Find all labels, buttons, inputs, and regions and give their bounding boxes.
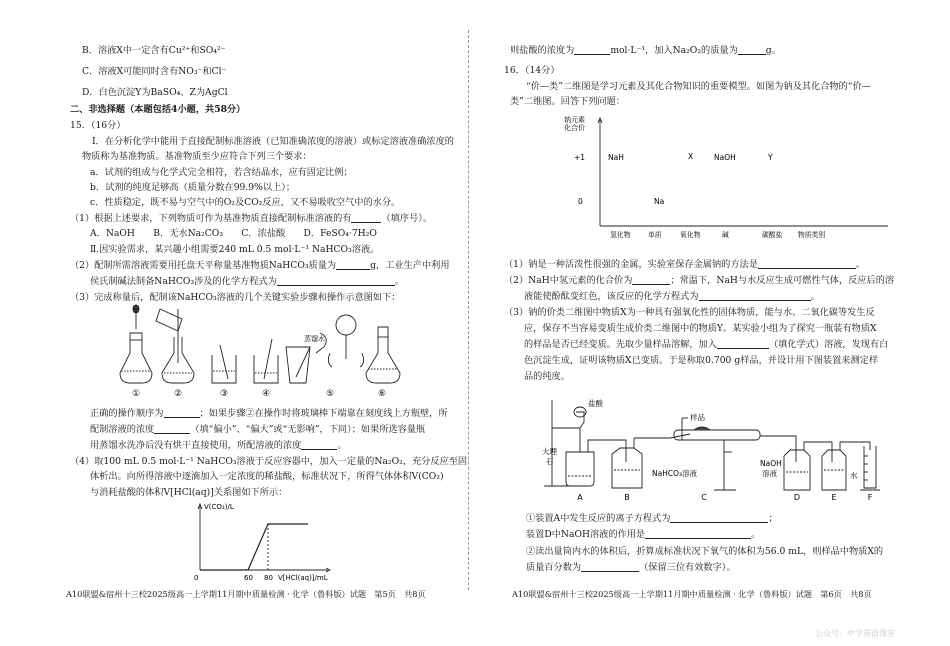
q16-part2-line-1 bbox=[504, 274, 894, 288]
apparatus-e-icon bbox=[822, 450, 846, 490]
section-title: 二、非选择题（本题包括4小题，共58分） bbox=[70, 104, 246, 115]
q16-heading: 16．（14分） bbox=[504, 65, 560, 76]
label-acid: 盐酸 bbox=[588, 399, 603, 408]
q15-part3-intro: （3）完成称量后，配制该NaHCO₃溶液的几个关键实验步骤和操作示意图如下： bbox=[70, 292, 401, 303]
q16-part3-percent-line bbox=[526, 561, 736, 575]
q16-naoh-role-text: 装置D中NaOH溶液的作用是 bbox=[526, 529, 646, 540]
q16-part2-tail: ；常温下，NaH与水反应生成可燃性气体，反应后的溶 bbox=[670, 275, 895, 286]
label-marble-1: 大理 bbox=[542, 447, 557, 456]
final-volumetric-flask-icon bbox=[366, 327, 400, 383]
q15-req-a: a．试剂的组成与化学式完全相符，若含结晶水，应有固定比例； bbox=[90, 167, 353, 178]
answer-blank[interactable] bbox=[336, 260, 370, 270]
apparatus-b-icon bbox=[612, 438, 642, 488]
letter-c: C bbox=[701, 493, 707, 502]
co2-curve bbox=[200, 524, 308, 570]
q16-part3-oxygen-line: ②读出量筒内水的体积后，折算成标准状况下氧气的体积为56.0 mL，则样品中物质X的 bbox=[526, 546, 884, 557]
q16-part1-tail: 。 bbox=[855, 259, 866, 270]
answer-blank[interactable] bbox=[154, 424, 190, 434]
q15-part1 bbox=[70, 212, 432, 226]
point-na: Na bbox=[654, 197, 665, 206]
option-d: D．白色沉淀Y为BaSO₄、Z为AgCl bbox=[82, 87, 228, 98]
graph-xlabel: V[HCl(aq)]/mL bbox=[278, 574, 328, 582]
answer-blank[interactable] bbox=[574, 45, 610, 55]
label-naoh-2: 溶液 bbox=[762, 469, 777, 478]
right-page bbox=[470, 0, 918, 646]
answer-blank[interactable] bbox=[670, 513, 768, 523]
label-marble-2: 石 bbox=[546, 457, 554, 466]
q15-part2b-text: 侯氏制碱法制备NaHCO₃涉及的化学方程式为 bbox=[90, 276, 277, 287]
category-axis-label: 物质类别 bbox=[798, 231, 826, 239]
q16-part3-ionic-eq bbox=[526, 512, 778, 526]
q16-part3-text-2: （填化学式）溶液，发现有白 bbox=[768, 339, 889, 350]
left-page bbox=[0, 0, 468, 646]
q16-part3-line-2: 应，保存不当容易变质生成价类二维图中的物质Y。某实验小组为了探究一瓶装有物质X bbox=[524, 323, 877, 334]
point-naoh: NaOH bbox=[714, 153, 736, 162]
apparatus-f-icon bbox=[860, 446, 880, 490]
letter-f: F bbox=[867, 493, 873, 502]
answer-blank[interactable] bbox=[164, 408, 200, 418]
q16-percent-tail: （保留三位有效数字）。 bbox=[639, 562, 736, 573]
letter-a: A bbox=[577, 493, 583, 502]
q16-part3-line-5: 品的纯度。 bbox=[524, 371, 570, 382]
letter-d: D bbox=[793, 493, 801, 502]
q15-part4-text-2: mol·L⁻¹，加入Na₂O₂的质量为 bbox=[610, 45, 738, 56]
q15-part3-line-3 bbox=[90, 439, 347, 453]
q16-intro-line-2: 类”二维图。回答下列问题： bbox=[510, 96, 625, 107]
q15-part3-text: 正确的操作顺序为 bbox=[90, 408, 164, 419]
q15-part1-tail: （填序号）。 bbox=[381, 213, 433, 224]
category-base: 碱 bbox=[722, 231, 729, 239]
point-x: X bbox=[688, 152, 694, 161]
q15-part2-tail: g，工业生产中利用 bbox=[370, 260, 450, 271]
step-label-3: ③ bbox=[219, 389, 229, 399]
q15-part4-text-1: 则盐酸的浓度为 bbox=[510, 45, 575, 56]
q15-part3-text-4: （填“偏小”、“偏大”或“无影响”，下同）；如果所选容量瓶 bbox=[190, 424, 426, 435]
q15-part2b-tail: 。 bbox=[394, 276, 404, 287]
beaker-transfer-icon bbox=[254, 339, 278, 383]
step-label-4: ④ bbox=[261, 389, 271, 399]
q16-part3-line-4: 色沉淀生成，证明该物质X已变质。于是称取0.700 g样品，并设计用下图装置来测定样 bbox=[524, 355, 879, 366]
q15-part4-line-3: 与消耗盐酸的体积V[HCl(aq)]关系图如下所示： bbox=[90, 487, 288, 498]
label-naoh-1: NaOH bbox=[760, 459, 782, 468]
category-oxide: 氧化物 bbox=[680, 231, 701, 239]
step-label-2: ② bbox=[173, 389, 183, 399]
q15-heading: 15．（16分） bbox=[70, 120, 126, 131]
pour-with-glass-rod-icon bbox=[156, 309, 194, 383]
q16-part3-text-1: 的样品是否已经变质。先取少量样品溶解，加入 bbox=[524, 339, 717, 350]
category-hydride: 氢化物 bbox=[610, 231, 631, 239]
q15-part2-text: （2）配制所需溶液需要用托盘天平称量基准物质NaHCO₃质量为 bbox=[70, 260, 337, 271]
label-sample: 样品 bbox=[690, 413, 705, 422]
answer-blank[interactable] bbox=[699, 291, 811, 301]
letter-b: B bbox=[624, 493, 630, 502]
right-footer: A10联盟&宿州十三校2025级高一上学期11月期中质量检测 · 化学（鲁科版）试题 第6页 共8页 bbox=[512, 589, 872, 599]
flask-inversion-icon bbox=[328, 315, 363, 367]
answer-blank[interactable] bbox=[717, 339, 769, 349]
q16-part2b-text: 液能使酚酞变红色，该反应的化学方程式为 bbox=[524, 291, 699, 302]
q15-part4-line-2: 体析出。向所得溶液中逐滴加入一定浓度的稀盐酸，标准状况下，所得气体体积V(CO₂) bbox=[90, 471, 444, 482]
q15-part1-text: （1）根据上述要求，下列物质可作为基准物质直接配制标准溶液的有 bbox=[70, 213, 352, 224]
q15-part3-text-5: 用蒸馏水洗净后没有烘干直接使用，所配溶液的浓度 bbox=[90, 440, 302, 451]
step-label-1: ① bbox=[131, 389, 141, 399]
diagram-ylabel-1: 钠元素 bbox=[564, 116, 585, 124]
point-nah: NaH bbox=[608, 153, 624, 162]
category-element: 单质 bbox=[648, 231, 662, 239]
q15-intro-line-1: Ⅰ．在分析化学中能用于直接配制标准溶液（已知准确浓度的溶液）或标定溶液准确浓度的 bbox=[92, 136, 454, 147]
q15-req-b: b．试剂的纯度足够高（质量分数在99.9%以上）； bbox=[90, 182, 296, 193]
q16-part2-line-2 bbox=[524, 290, 820, 304]
q15-part2-line-1 bbox=[70, 259, 450, 273]
apparatus-c-icon bbox=[674, 427, 760, 490]
co2-volume-graph bbox=[188, 500, 338, 582]
graph-tick-0: 0 bbox=[194, 574, 199, 582]
graph-tick-60: 60 bbox=[244, 574, 253, 582]
answer-blank[interactable] bbox=[351, 213, 381, 223]
q15-part4-answer-line bbox=[510, 44, 781, 58]
option-c: C．溶液X可能同时含有NO₃⁻和Cl⁻ bbox=[82, 66, 227, 77]
q16-part2-text: （2）NaH中氢元素的化合价为 bbox=[504, 275, 633, 286]
q16-part1 bbox=[504, 258, 865, 272]
apparatus-figure bbox=[540, 392, 900, 504]
q15-req-c: c．性质稳定，既不易与空气中的O₂及CO₂反应，又不易吸收空气中的水分。 bbox=[90, 197, 401, 208]
label-nahco3: NaHCO₃溶液 bbox=[652, 469, 697, 478]
q15-intro-line-2: 物质称为基准物质。基准物质至少应符合下列三个要求： bbox=[82, 151, 312, 162]
apparatus-d-icon bbox=[784, 450, 810, 490]
answer-blank[interactable] bbox=[645, 529, 751, 539]
answer-blank[interactable] bbox=[277, 276, 395, 286]
q16-percent-text: 质量百分数为 bbox=[526, 562, 582, 573]
beaker-stirring-icon bbox=[212, 345, 236, 383]
q15-part2-intro: Ⅱ.因实验需求，某兴趣小组需要240 mL 0.5 mol·L⁻¹ NaHCO₃溶液。 bbox=[90, 244, 380, 255]
left-footer: A10联盟&宿州十三校2025级高一上学期11月期中质量检测 · 化学（鲁科版）试题 第5页 共8页 bbox=[66, 589, 426, 599]
diagram-ytick-0: 0 bbox=[578, 197, 583, 206]
answer-blank[interactable] bbox=[581, 562, 639, 572]
q16-part3-naoh-role bbox=[526, 528, 760, 542]
label-water: 水 bbox=[850, 471, 858, 480]
answer-blank[interactable] bbox=[758, 259, 856, 269]
diagram-ylabel-2: 化合价 bbox=[564, 124, 585, 132]
q15-part4-line-1: （4）取100 mL 0.5 mol·L⁻¹ NaHCO₃溶液于反应容器中，加入一定量的Na₂O₂，充分反应至固 bbox=[70, 456, 468, 467]
q16-part3-line-3 bbox=[524, 338, 888, 352]
q15-part3-text-6: 。 bbox=[337, 440, 347, 451]
q16-intro-line-1: “价—类”二维图是学习元素及其化合物知识的重要模型。如图为钠及其化合物的“价— bbox=[526, 81, 871, 92]
q16-part3-line-1: （3）钠的价类二维图中物质X为一种具有强氧化性的固体物质，能与水、二氧化碳等发生反 bbox=[504, 307, 875, 318]
option-b: B．溶液X中一定含有Cu²⁺和SO₄²⁻ bbox=[82, 45, 226, 56]
step-label-5: ⑤ bbox=[325, 389, 335, 399]
watermark: 公众号：中学英语课堂 bbox=[815, 629, 895, 638]
letter-e: E bbox=[831, 493, 837, 502]
q15-part4-text-3: g。 bbox=[765, 45, 781, 56]
q16-ionic-eq-tail: ； bbox=[768, 513, 778, 524]
answer-blank[interactable] bbox=[632, 275, 670, 285]
apparatus-a-icon bbox=[544, 400, 594, 486]
distilled-water-label: 蒸馏水 bbox=[304, 335, 325, 343]
q15-part1-options: A．NaOH B．无水Na₂CO₃ C．浓盐酸 D．FeSO₄·7H₂O bbox=[90, 228, 377, 239]
q16-part1-text: （1）钠是一种活泼性很强的金属，实验室保存金属钠的方法是 bbox=[504, 259, 758, 270]
q15-part2-line-2 bbox=[90, 275, 404, 289]
q16-naoh-role-tail: 。 bbox=[751, 529, 761, 540]
solution-prep-steps-figure bbox=[110, 303, 410, 399]
category-carbonate: 碳酸盐 bbox=[762, 231, 783, 239]
valence-class-diagram bbox=[562, 108, 892, 240]
answer-blank[interactable] bbox=[738, 45, 766, 55]
q15-part3-text-3: 配制溶液的浓度 bbox=[90, 424, 155, 435]
q15-part3-text-2: ；如果步骤②在操作时将玻璃棒下端靠在刻度线上方瓶壁，所 bbox=[199, 408, 448, 419]
q15-part3-line-1 bbox=[90, 407, 448, 421]
point-y: Y bbox=[768, 153, 773, 162]
q15-part3-line-2 bbox=[90, 423, 425, 437]
graph-ylabel: V(CO₂)/L bbox=[204, 503, 234, 511]
page-divider bbox=[468, 30, 469, 590]
graph-tick-80: 80 bbox=[264, 574, 273, 582]
q16-ionic-eq-text: ①装置A中发生反应的离子方程式为 bbox=[526, 513, 671, 524]
step-label-6: ⑥ bbox=[377, 389, 387, 399]
answer-blank[interactable] bbox=[301, 440, 337, 450]
volumetric-flask-dropper-icon bbox=[120, 305, 152, 383]
q16-part2b-tail: 。 bbox=[810, 291, 820, 302]
diagram-ytick-plus1: +1 bbox=[574, 153, 586, 162]
